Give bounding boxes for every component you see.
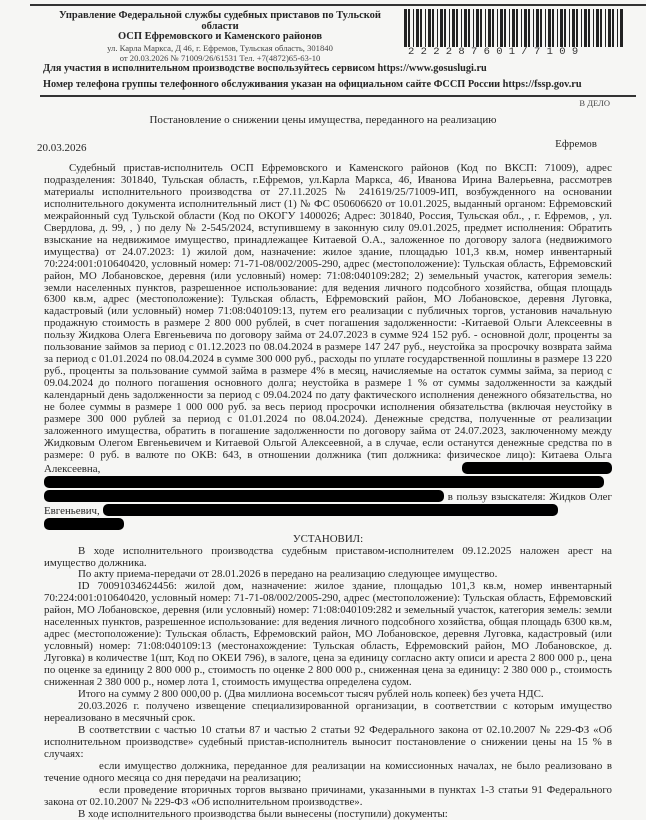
- barcode-bar: [480, 9, 482, 47]
- org-address: ул. Карла Маркса, Д 46, г. Ефремов, Тульская область, 301840: [107, 42, 333, 53]
- barcode-bar: [500, 9, 503, 47]
- barcode-bar: [488, 9, 491, 47]
- paragraph: 20.03.2026 г. получено извещение специализированной организации, в соответствии с которым имущество нереализовано в месячный срок.: [44, 699, 612, 724]
- redaction: [462, 462, 612, 474]
- barcode-bar: [476, 9, 479, 47]
- barcode-bar: [456, 9, 458, 47]
- barcode-bar: [584, 9, 587, 47]
- barcode-bar: [524, 9, 527, 47]
- filing-stamp: В ДЕЛО: [579, 98, 610, 108]
- header-rule: [40, 95, 636, 97]
- document-body: [44, 163, 612, 820]
- org-name: Управление Федеральной службы судебных приставов по Тульской области: [59, 10, 381, 32]
- redaction: [103, 504, 558, 516]
- barcode-bar: [485, 9, 486, 47]
- barcode-bar: [596, 9, 599, 47]
- paragraph: В соответствии с частью 10 статьи 87 и частью 2 статьи 92 Федерального закона от 02.10.2007 № 229-ФЗ «Об исполнительном производстве» судебный пристав-исполнитель выносит постановление о снижении цены на 15 % в случаях:: [44, 723, 612, 760]
- barcode-bar: [437, 9, 438, 47]
- paragraph: если проведение вторичных торгов вызвано причинами, указанными в пунктах 1-3 статьи 91 Федерального закона от 02.10.2007 № 229-ФЗ «Об исполнительном производстве».: [44, 783, 612, 808]
- barcode-bar: [468, 9, 470, 47]
- barcode-bar: [420, 9, 422, 47]
- barcode-bar: [516, 9, 518, 47]
- established-heading: УСТАНОВИЛ:: [292, 532, 364, 545]
- paragraph: В ходе исполнительного производства были вынесены (поступили) документы:: [78, 807, 448, 820]
- barcode-bar: [572, 9, 575, 47]
- issuer-block: [40, 11, 400, 64]
- barcode-bar: [564, 9, 566, 47]
- org-department: ОСП Ефремовского и Каменского районов: [117, 31, 322, 42]
- paragraph: Итого на сумму 2 800 000,00 р. (Два миллиона восемьсот тысяч рублей ноль копеек) без учета НДС.: [78, 687, 544, 700]
- barcode-bar: [440, 9, 443, 47]
- barcode-bar: [509, 9, 510, 47]
- top-rule: [30, 4, 646, 6]
- barcode-bar: [569, 9, 570, 47]
- barcode-bar: [404, 9, 407, 47]
- redaction: [44, 476, 604, 488]
- redaction: [44, 490, 444, 502]
- barcode-bar: [528, 9, 530, 47]
- intro-paragraph: [44, 163, 612, 532]
- barcode-bar: [548, 9, 551, 47]
- barcode-number: 222287601/7109: [408, 46, 585, 58]
- barcode-bar: [612, 9, 614, 47]
- barcode-bar: [473, 9, 474, 47]
- barcode-bar: [533, 9, 534, 47]
- barcode-bar: [449, 9, 450, 47]
- barcode-bar: [497, 9, 498, 47]
- barcode-bar: [464, 9, 467, 47]
- barcode-bar: [620, 9, 623, 47]
- barcode-bar: [560, 9, 563, 47]
- barcode-bar: [617, 9, 618, 47]
- paragraph: если имущество должника, переданное для реализации на комиссионных началах, не было реализовано в течение одного месяца со дня передачи на реализацию;: [44, 759, 612, 784]
- barcode-bar: [600, 9, 602, 47]
- barcode-bar: [504, 9, 506, 47]
- barcode-bar: [545, 9, 546, 47]
- paragraph: В ходе исполнительного производства судебным приставом-исполнителем 09.12.2025 наложен арест на имущество должника.: [44, 544, 612, 569]
- barcode-bar: [581, 9, 582, 47]
- barcode-bar: [536, 9, 539, 47]
- paragraph: По акту приема-передачи от 28.01.2026 в передано на реализацию следующее имущество.: [78, 568, 498, 581]
- barcode-bar: [428, 9, 431, 47]
- gosuslugi-note: Для участия в исполнительном производстве воспользуйтесь сервисом https://www.gosuslugi.ru: [43, 63, 487, 74]
- barcode-bar: [540, 9, 542, 47]
- barcode-bar: [408, 9, 410, 47]
- document-title: Постановление о снижении цены имущества, переданного на реализацию: [149, 114, 497, 126]
- barcode-bar: [432, 9, 434, 47]
- barcode-bar: [452, 9, 455, 47]
- barcode-bar: [605, 9, 606, 47]
- intro-text: Судебный пристав-исполнитель ОСП Ефремовского и Каменского районов (Код по ВКСП: 71009), адрес подразделения: 301840, Тульская область, г.Ефремов, ул.Карла Маркса, 46, Иванова Ирина Валерьевна, рассмотрев материалы исполнительного производства от 27.11.2025 № 241619/25/71009-ИП, возбужденного на основании исполнительного документа исполнительный лист (1) № ФС 050606620 от 10.01.2025, выданный органом: Ефремовский межрайонный суд Тульской области (Код по ОКОГУ 1400026; Адрес: 301840, Россия, Тульская обл., , г. Ефремов, , ул. Свердлова, д. 99, , ) по делу № 2-545/2024, вступившему в законную силу 09.01.2025, предмет исполнения: Обратить взыскание на недвижимое имущество, принадлежащее Китаевой О.А., заложенное по договору залога (недвижимого имущества) от 24.07.2023: 1) жилой дом, назначение: жилое здание, площадью 101,3 кв.м, номер инвентарный 70:224:001:010640420, условный номер: 71-71-08/002/2005-290, адрес (местоположение): Тульская область, Ефремовский район, МО Лобановское, деревня (или условный) номер: 71:08:040109:282; 2) земельный участок, категория земель: земли населенных пунктов, разрешенное использование: для ведения личного подсобного хозяйства, общая площадь 6300 кв.м, адрес (местоположение): Тульская область, Ефремовский район, МО Лобановское, деревня Луговка, кадастровый (или условный) номер 71:08:040109:13, путем его реализации с публичных торгов, установив начальную продажную стоимость в размере 2 800 000 рублей, в счет погашения задолженности: -Китаевой Ольги Алексеевны в пользу Жидкова Олега Евгеньевича по договору займа от 24.07.2023 в сумме 924 152 руб. - основной долг, проценты за пользование займов за период с 01.12.2023 по 08.04.2024 в размере 147 247 руб., неустойка за просрочку возврата займа за период с 01.01.2024 по 08.04.2024 в сумме 300 000 руб., расходы по уплате государственной пошлины в размере 13 220 руб., проценты за пользование суммой займа в размере 4% в месяц, начисляемые на остаток суммы займа, за период с 09.04.2024 до полного погашения основного долга; неустойка в размере 1 % от суммы задолженности за каждый календарный день задолженности за период с 09.04.2024 по дату фактического исполнения денежного обязательства, но не более суммы в размере 1 000 000 руб. за весь период просрочки исполнения обязательства (включая неустойку в размере 300 000 рублей за период с 01.01.2024 по 08.04.2024). Денежные средства, полученные от реализации заложенного имущества, обратить в погашение задолженности по договору займа от 24.07.2023, заключенному между Жидковым Олегом Евгеньевичем и Китаевой Ольгой Алексеевной, а в случае, если останутся денежные средства по в размере: 0 руб. в валюте по ОКВ: 643, в отношении должника (тип должника: физическое лицо): Китаева Ольга Алексеевна,: [44, 162, 612, 475]
- document-city: Ефремов: [555, 138, 597, 150]
- barcode-bar: [416, 9, 419, 47]
- redaction: [44, 518, 124, 530]
- barcode-bar: [461, 9, 462, 47]
- barcode-bar: [413, 9, 414, 47]
- document-date: 20.03.2026: [37, 142, 87, 154]
- barcode: [404, 9, 626, 47]
- barcode-bar: [521, 9, 522, 47]
- phone-note: Номер телефона группы телефонного обслуживания указан на официальном сайте ФССП России https://fssp.gov.ru: [43, 79, 582, 90]
- barcode-bar: [588, 9, 590, 47]
- barcode-bar: [608, 9, 611, 47]
- paragraph: ID 70091034624456: жилой дом, назначение: жилое здание, площадью 101,3 кв.м, номер инвентарный 70:224:001:010640420, условный номер: 71-71-08/002/2005-290, адрес (местоположение): Тульская область, Ефремовский район, МО Лобановское, деревня (или условный) номер: 71:08:040109:282 и земельный участок, категория земель: земли населенных пунктов, разрешенное использование: для ведения личного подсобного хозяйства, общая площадь 6300 кв.м, адрес (местоположение): Тульская область, Ефремовский район, МО Лобановское, деревня Луговка, кадастровый (или условный) номер: 71:08:040109:13 (местонахождение: Тульская область, Ефремовский район, МО Лобановское, д. Луговка) в количестве 1(шт, Код по ОКЕИ 796), в залоге, цена за единицу согласно акту описи и ареста 2 800 000 р., цена по оценке за единицу 2 800 000 р., стоимость по оценке 2 800 000 р., сниженная цена за единицу: 2 380 000 р., стоимость сниженная 2 380 000 р., номер лота 1, стоимость имущества определена судом.: [44, 580, 612, 689]
- barcode-bar: [444, 9, 446, 47]
- creditor-text: в пользу взыскателя: Жидков Олег Евгеньевич,: [44, 490, 612, 517]
- barcode-bar: [576, 9, 578, 47]
- document-reference: от 20.03.2026 № 71009/26/61531 Тел. +7(4872)65-63-10: [119, 53, 321, 63]
- barcode-bar: [557, 9, 558, 47]
- barcode-bar: [552, 9, 554, 47]
- barcode-bar: [492, 9, 494, 47]
- barcode-bar: [512, 9, 515, 47]
- barcode-bar: [593, 9, 594, 47]
- barcode-bar: [425, 9, 426, 47]
